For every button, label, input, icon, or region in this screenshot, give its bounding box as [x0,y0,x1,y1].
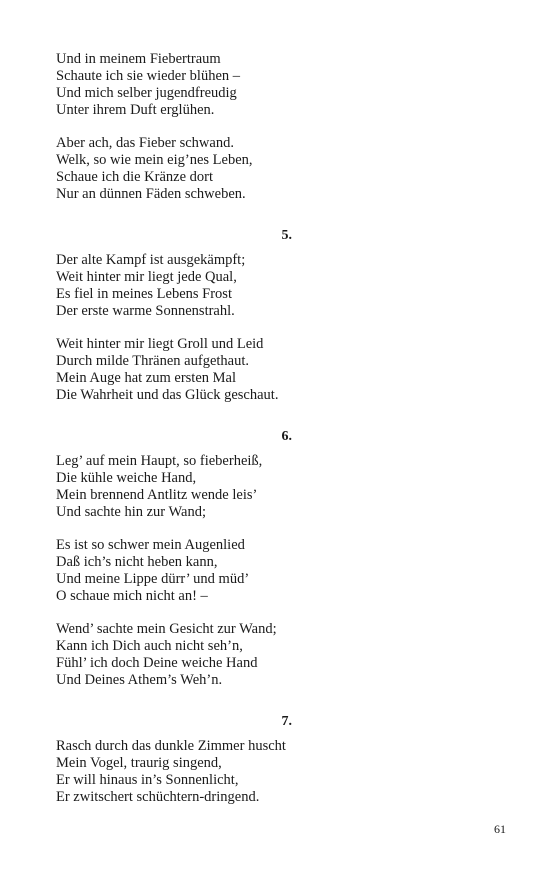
stanza-4 [56,336,278,404]
verse-line: Schaute ich sie wieder blühen – [56,67,241,84]
verse-line: Mein Auge hat zum ersten Mal [56,369,236,386]
verse-line: Er zwitschert schüchtern-dringend. [56,788,260,805]
verse-line: Mein brennend Antlitz wende leis’ [56,486,258,503]
stanza-5 [56,453,262,521]
verse-line: Welk, so wie mein eig’nes Leben, [56,151,253,168]
verse-line: Die Wahrheit und das Glück geschaut. [56,386,279,403]
verse-line: Mein Vogel, traurig singend, [56,754,222,771]
verse-line: Der alte Kampf ist ausgekämpft; [56,252,246,268]
verse-line: Kann ich Dich auch nicht seh’n, [56,637,243,654]
verse-line: Weit hinter mir liegt Groll und Leid [56,336,264,352]
verse-line: Schaue ich die Kränze dort [56,168,214,185]
section-heading-7: 7. [281,714,292,729]
verse-line: Und meine Lippe dürr’ und müd’ [56,570,250,587]
stanza-3 [56,252,245,320]
verse-line: Daß ich’s nicht heben kann, [56,553,218,570]
verse-line: Und Deines Athem’s Weh’n. [56,671,223,688]
verse-line: Weit hinter mir liegt jede Qual, [56,268,237,285]
stanza-7 [56,621,277,689]
verse-line: Rasch durch das dunkle Zimmer huscht [56,738,286,754]
verse-line: Wend’ sachte mein Gesicht zur Wand; [56,621,277,637]
section-heading-5: 5. [281,228,292,243]
verse-line: O schaue mich nicht an! – [56,587,208,604]
verse-line: Es fiel in meines Lebens Frost [56,285,232,302]
verse-line: Der erste warme Sonnenstrahl. [56,302,235,319]
verse-line: Es ist so schwer mein Augenlied [56,537,245,553]
verse-line: Er will hinaus in’s Sonnenlicht, [56,771,239,788]
stanza-8 [56,738,286,806]
verse-line: Fühl’ ich doch Deine weiche Hand [56,654,258,671]
page-number: 61 [494,822,506,836]
verse-line: Nur an dünnen Fäden schweben. [56,185,246,202]
verse-line: Unter ihrem Duft erglühen. [56,101,215,118]
stanza-2 [56,135,253,203]
verse-line: Die kühle weiche Hand, [56,469,197,486]
verse-line: Und mich selber jugendfreudig [56,84,237,101]
verse-line: Und sachte hin zur Wand; [56,503,206,520]
verse-line: Aber ach, das Fieber schwand. [56,135,234,151]
verse-line: Und in meinem Fiebertraum [56,51,221,67]
verse-line: Leg’ auf mein Haupt, so fieberheiß, [56,453,263,469]
stanza-1 [56,51,240,119]
verse-line: Durch milde Thränen aufgethaut. [56,352,249,369]
stanza-6 [56,537,249,605]
section-heading-6: 6. [281,429,292,444]
